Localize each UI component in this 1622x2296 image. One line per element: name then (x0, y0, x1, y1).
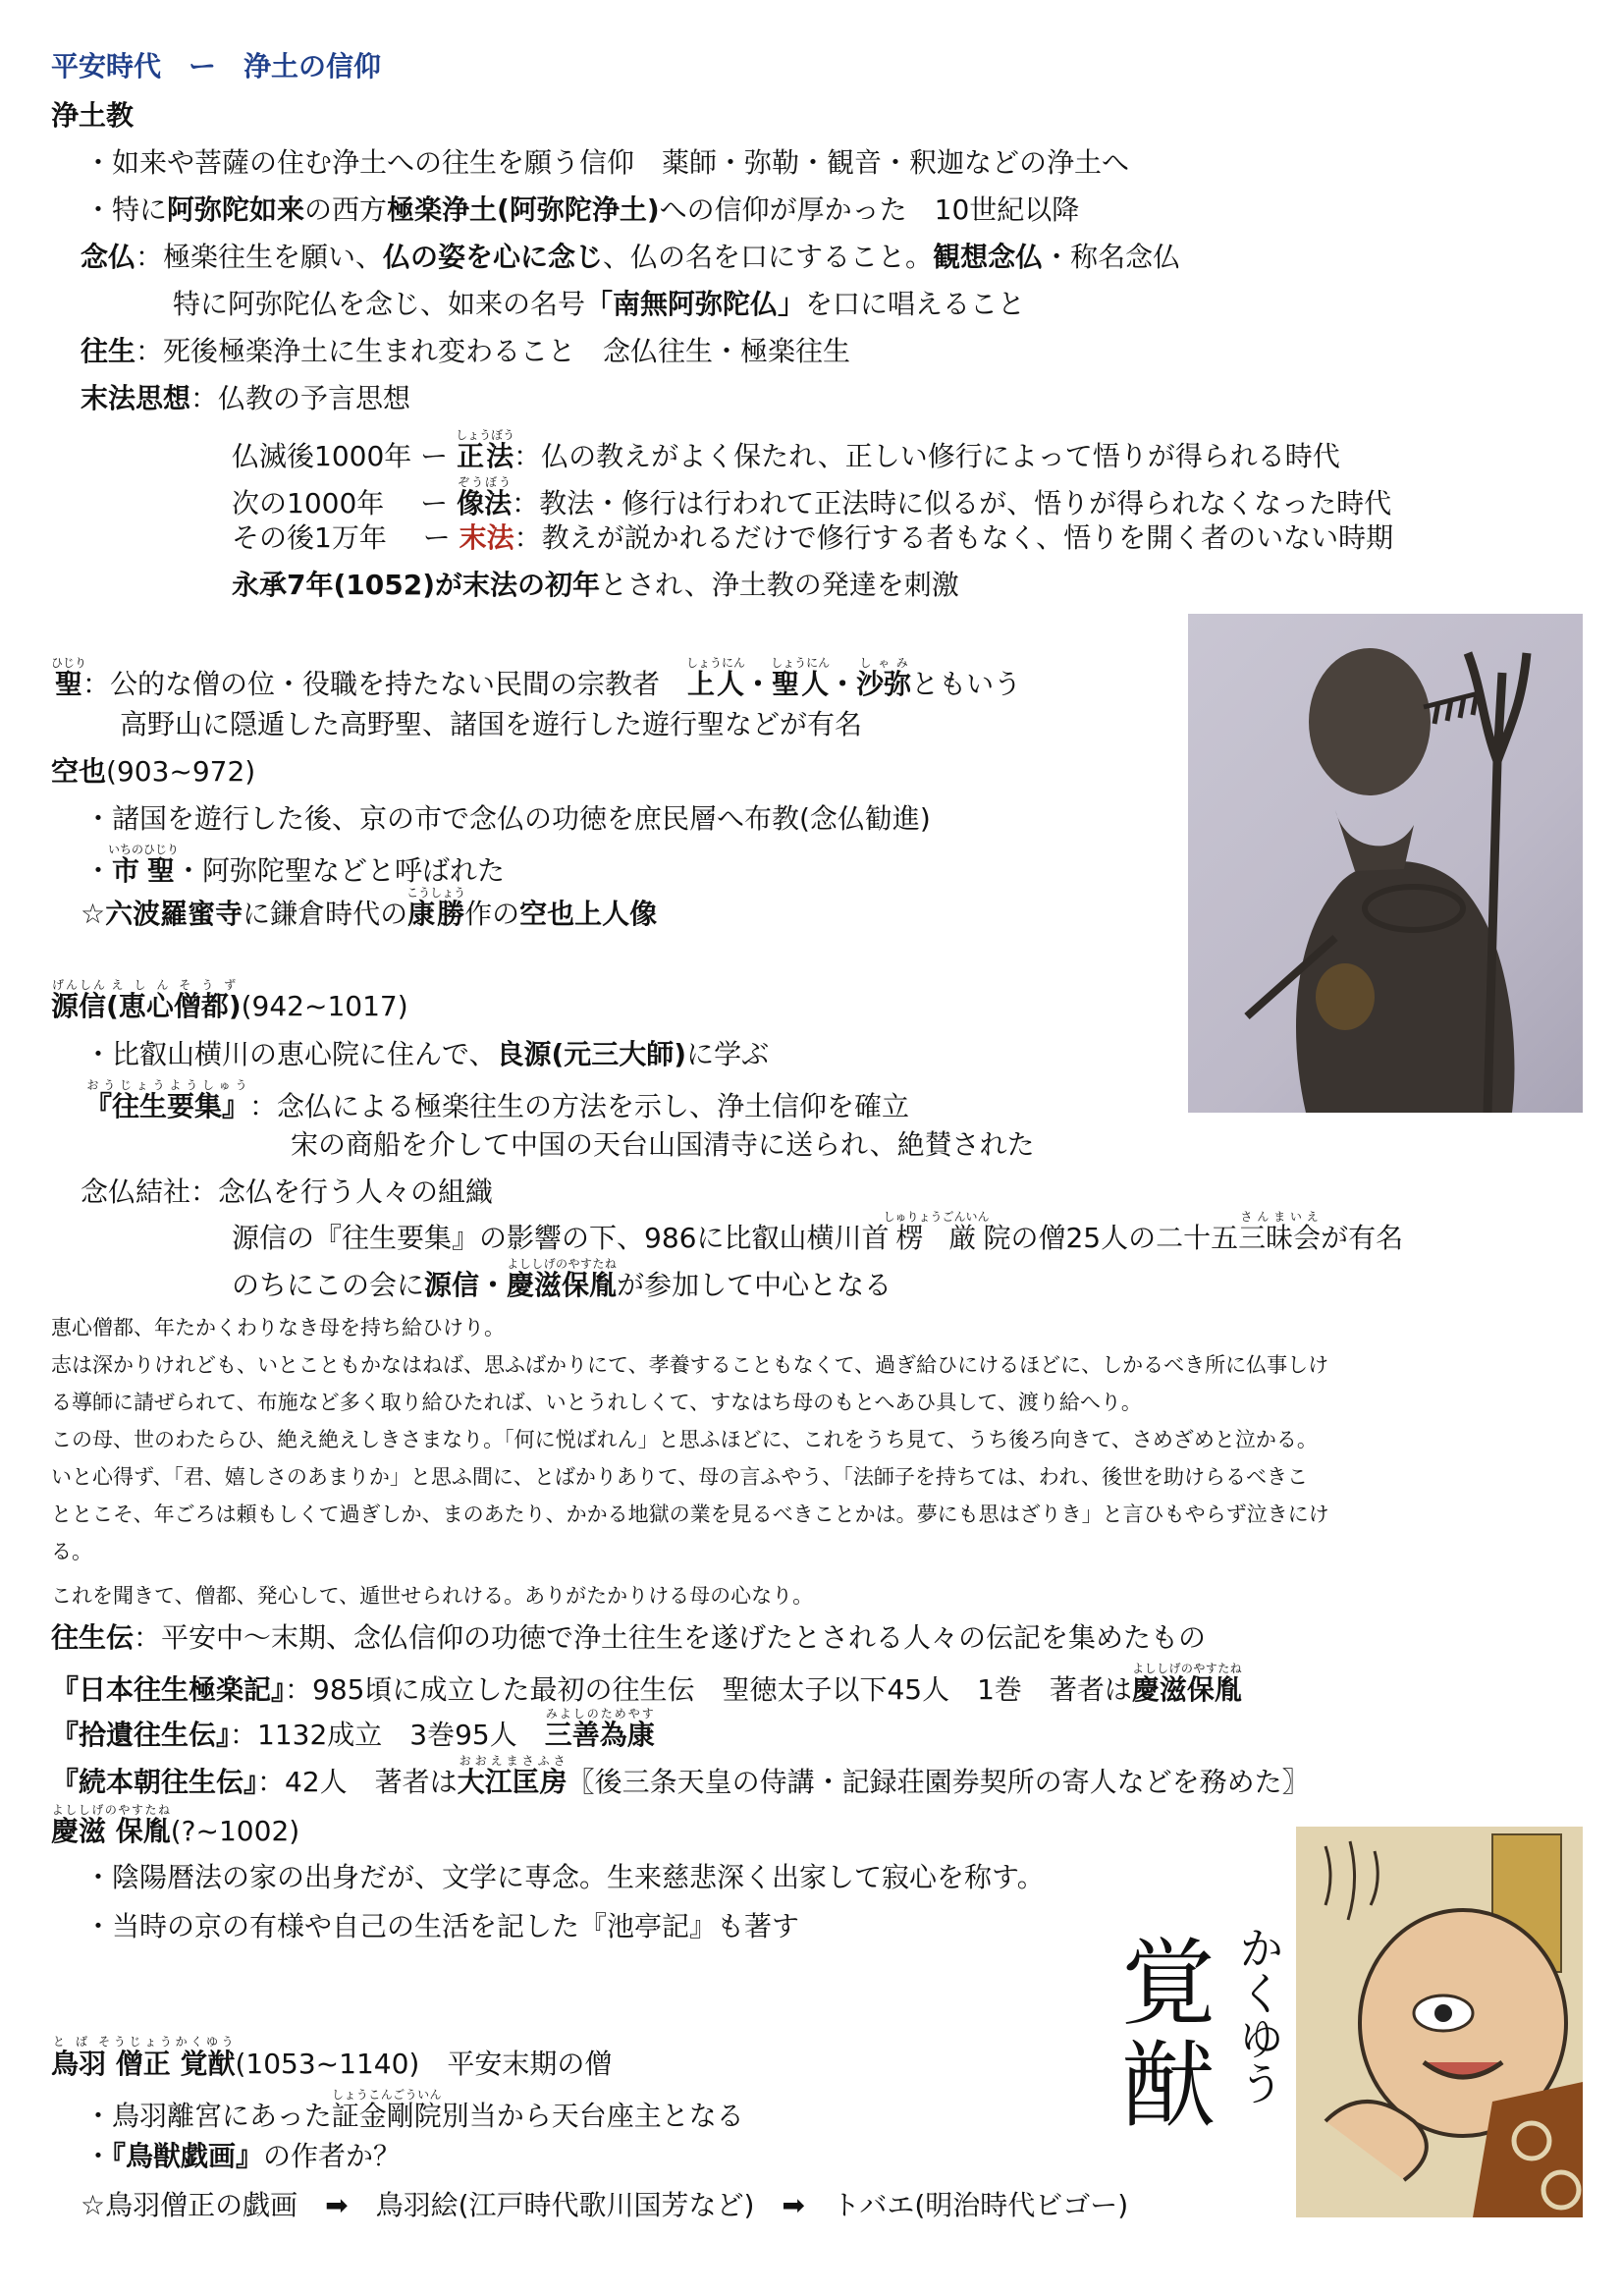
kobun-line: 志は深かりけれども、いとこともかなはねば、思ふばかりにて、孝養することもなくて、過ぎ給ひにけるほどに、しかるべき所に仏事しけ (51, 1353, 1329, 1377)
ojoden-book-3: 『続本朝往生伝』：42人 著者は大江匡房おおえまさふさ〖後三条天皇の侍講・記録荘園券契所の寄人などを務めた〗 (51, 1754, 1310, 1798)
kuya-line-1: ・諸国を遊行した後、京の市で念仏の功徳を庶民層へ布教(念仏勧進) (84, 802, 931, 835)
mappo-row-mappo: その後1万年 ー 末法：教えが説かれるだけで修行する者もなく、悟りを開く者のいない時期 (232, 521, 1394, 554)
kuya-line-3: ☆六波羅蜜寺に鎌倉時代の康勝こうしょう作の空也上人像 (81, 886, 658, 930)
mappo-intro: 末法思想：仏教の予言思想 (81, 382, 411, 414)
kakuyu-line-3: ☆鳥羽僧正の戯画 ➡ 鳥羽絵(江戸時代歌川国芳など) ➡ トバエ(明治時代ビゴー) (81, 2189, 1129, 2221)
kessha-line-3: のちにこの会に源信・慶滋保胤よししげのやすたねが参加して中心となる (232, 1257, 892, 1301)
kuya-statue-image (1188, 614, 1583, 1113)
ojoden-book-1: 『日本往生極楽記』：985頃に成立した最初の往生伝 聖徳太子以下45人 1巻 著者は慶滋保胤よししげのやすたね (51, 1662, 1242, 1706)
hijiri-line-1: 聖ひじり：公的な僧の位・役職を持たない民間の宗教者 上人しょうにん・聖人しょうにん・沙弥しゃみともいう (51, 656, 1022, 700)
kobun-line: これを聞きて、僧都、発心して、遁世せられける。ありがたかりける母の心なり。 (51, 1584, 814, 1608)
nenbutsu-line-2: 特に阿弥陀仏を念じ、如来の名号「南無阿弥陀仏」を口に唱えること (173, 288, 1026, 320)
genshin-line-1: ・比叡山横川の恵心院に住んで、良源(元三大師)に学ぶ (84, 1038, 770, 1070)
kuya-heading: 空也(903~972) (51, 755, 256, 788)
jodokyo-line-2: ・特に阿弥陀如来の西方極楽浄土(阿弥陀浄土)への信仰が厚かった 10世紀以降 (84, 193, 1080, 226)
kessha-line-2: 源信の『往生要集』の影響の下、986に比叡山横川首楞厳しゅりょうごんいん院の僧25人の二十五三昧会さんまいえが有名 (232, 1210, 1404, 1254)
kakuyu-big-kana: かくゆう (1232, 1925, 1285, 2105)
yoshishige-line-2: ・当時の京の有様や自己の生活を記した『池亭記』も著す (84, 1910, 800, 1942)
kakuyu-heading: 鳥羽 僧正 覚猷と ば そうじょうかくゆう(1053~1140) 平安末期の僧 (51, 2035, 613, 2080)
yoshishige-line-1: ・陰陽暦法の家の出身だが、文学に専念。生来慈悲深く出家して寂心を称す。 (84, 1861, 1045, 1893)
ojoden-heading: 往生伝：平安中〜末期、念仏信仰の功徳で浄土往生を遂げたとされる人々の伝記を集めたもの (51, 1621, 1207, 1654)
yoshishige-heading: 慶滋 保胤よししげのやすたね(?~1002) (51, 1803, 300, 1847)
kakuyu-line-2: ・『鳥獣戯画』の作者か？ (84, 2140, 402, 2172)
section-heading-jodokyo: 浄土教 (51, 99, 135, 132)
kobun-line: ととこそ、年ごろは頼もしくて過ぎしか、まのあたり、かかる地獄の業を見るべきことかは。夢にも思はざりき」と言ひもやらず泣きにけ (51, 1503, 1329, 1526)
genshin-line-3: 宋の商船を介して中国の天台山国清寺に送られ、絶賛された (291, 1128, 1035, 1161)
ojoden-book-2: 『拾遺往生伝』：1132成立 3巻95人 三善為康みよしのためやす (51, 1707, 655, 1751)
kuniyoshi-print-image (1296, 1827, 1583, 2217)
kobun-line: る導師に請ぜられて、布施など多く取り給ひたれば、いとうれしくて、すなはち母のもとへあひ具して、渡り給へり。 (51, 1391, 1142, 1414)
genshin-heading: 源信げんしん(恵心僧都)えしんそうず(942~1017) (51, 978, 408, 1022)
genshin-book-line: 『往生要集』おうじょうようしゅう：念仏による極楽往生の方法を示し、浄土信仰を確立 (84, 1078, 910, 1122)
kuya-line-2: ・市聖いちのひじり・阿弥陀聖などと呼ばれた (84, 843, 506, 887)
kobun-line: いと心得ず、「君、嬉しさのあまりか」と思ふ間に、とばかりありて、母の言ふやう、「法師子を持ちては、われ、後世を助けらるべきこ (51, 1465, 1308, 1489)
mappo-row-shobo: 仏滅後1000年 ー 正法しょうぼう：仏の教えがよく保たれ、正しい修行によって悟りが得られる時代 (232, 428, 1340, 472)
page-title: 平安時代 ー 浄土の信仰 (51, 50, 382, 82)
kakuyu-big-kanji: 覚 猷 (1121, 1929, 1216, 2141)
hijiri-line-2: 高野山に隠遁した高野聖、諸国を遊行した遊行聖などが有名 (120, 708, 863, 740)
mappo-start-year: 永承7年(1052)が末法の初年とされ、浄土教の発達を刺激 (232, 569, 959, 601)
kobun-line: この母、世のわたらひ、絶え絶えしきさまなり。「何に悦ばれん」と思ふほどに、これをうち見て、うち後ろ向きて、さめざめと泣かる。 (51, 1428, 1318, 1451)
kobun-line: 恵心僧都、年たかくわりなき母を持ち給ひけり。 (51, 1316, 505, 1339)
kobun-line: る。 (51, 1540, 92, 1563)
kessha-label: 念仏結社：念仏を行う人々の組織 (81, 1175, 494, 1208)
mappo-row-zobo: 次の1000年 ー 像法ぞうぼう：教法・修行は行われて正法時に似るが、悟りが得られなくなった時代 (232, 475, 1392, 519)
jodokyo-line-1: ・如来や菩薩の住む浄土への往生を願う信仰 薬師・弥勒・観音・釈迦などの浄土へ (84, 146, 1130, 179)
ojo-line: 往生：死後極楽浄土に生まれ変わること 念仏往生・極楽往生 (81, 335, 851, 367)
kakuyu-line-1: ・鳥羽離宮にあった証金剛院しょうこんごういん別当から天台座主となる (84, 2088, 744, 2132)
nenbutsu-line-1: 念仏：極楽往生を願い、仏の姿を心に念じ、仏の名を口にすること。観想念仏・称名念仏 (81, 241, 1181, 273)
